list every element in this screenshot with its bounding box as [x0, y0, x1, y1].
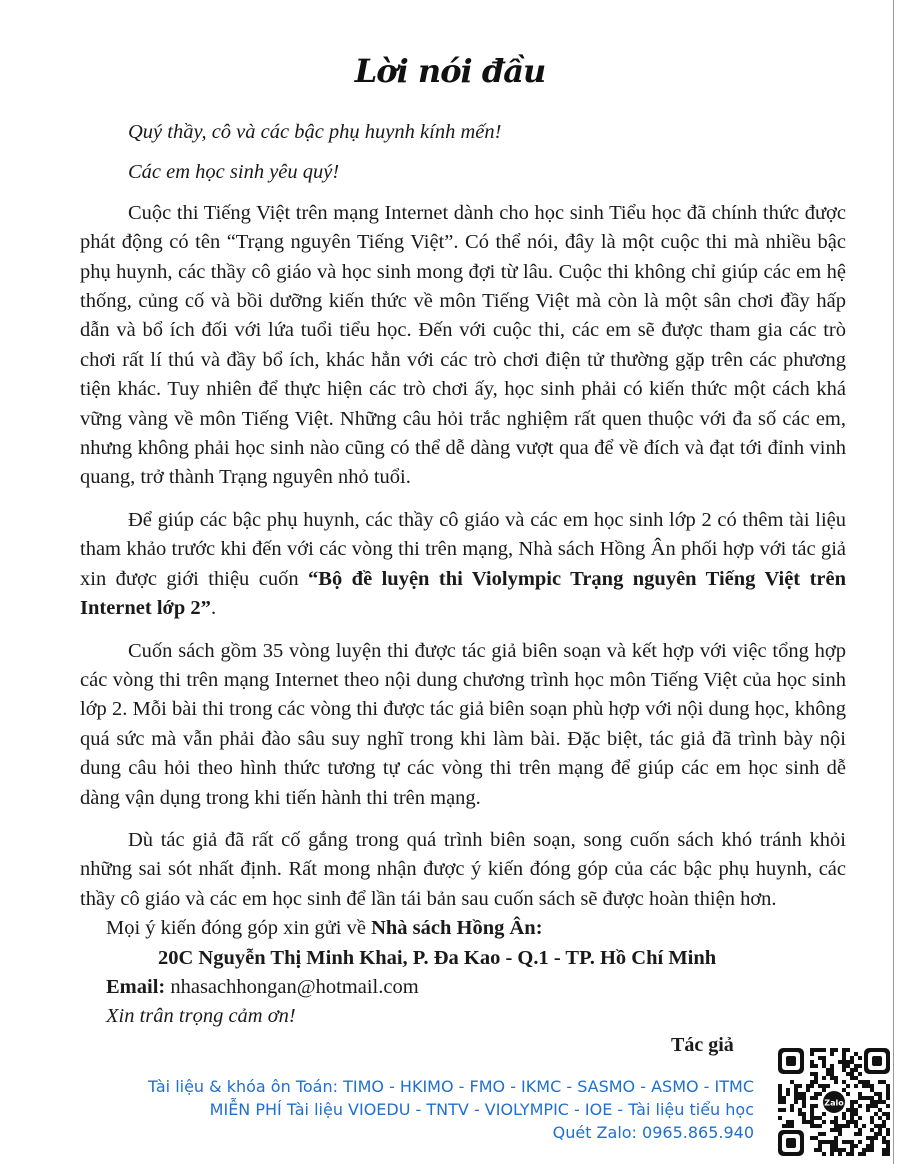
page-edge-line [893, 0, 894, 1164]
paragraph-book-intro-end: . [210, 597, 217, 620]
contact-block [80, 914, 846, 1032]
contact-line [106, 914, 846, 943]
publisher-address: 20C Nguyễn Thị Minh Khai, P. Đa Kao - Q.1 - TP. Hồ Chí Minh [158, 946, 717, 969]
promo-footer [148, 1075, 754, 1144]
promo-line-zalo: Quét Zalo: 0965.865.940 [552, 1123, 754, 1142]
book-title: “Bộ đề luyện thi Violympic Trạng nguyên Tiếng Việt trên Internet lớp 2” [80, 567, 846, 620]
paragraph-contest-intro: Cuộc thi Tiếng Việt trên mạng Internet dành cho học sinh Tiểu học đã chính thức được phát động có tên “Trạng nguyên Tiếng Việt”. Có thể nói, đây là một cuộc thi mà nhiều bậc phụ huynh, các thầy cô giáo và học sinh mong đợi từ lâu. Cuộc thi không chỉ giúp các em hệ thống, củng cố và bồi dưỡng kiến thức về môn Tiếng Việt mà còn là một sân chơi đầy hấp dẫn và bổ ích đối với lứa tuổi tiểu học. Đến với cuộc thi, các em sẽ được tham gia các trò chơi rất lí thú và đầy bổ ích, khác hẳn với các trò chơi điện tử thường gặp trên các phương tiện khác. Tuy nhiên để thực hiện các trò chơi ấy, học sinh phải có kiến thức một cách khá vững vàng về môn Tiếng Việt. Những câu hỏi trắc nghiệm rất quen thuộc với đa số các em, nhưng không phải học sinh nào cũng có thể dễ dàng vượt qua để về đích và đạt tới đỉnh vinh quang, trở thành Trạng nguyên nhỏ tuổi. [80, 201, 846, 489]
email-line [106, 973, 846, 1002]
page-title: Lời nói đầu [354, 52, 546, 90]
zalo-qr-code[interactable] [776, 1046, 892, 1158]
paragraph-feedback: Dù tác giả đã rất cố gắng trong quá trình biên soạn, song cuốn sách khó tránh khỏi những sai sót nhất định. Rất mong nhận được ý kiến đóng góp của các bậc phụ huynh, các thầy cô giáo và các em học sinh để lần tái bản sau cuốn sách sẽ được hoàn thiện hơn. [80, 828, 846, 910]
publisher-name: Nhà sách Hồng Ân: [371, 917, 543, 940]
author-signature: Tác giả [671, 1034, 734, 1056]
paragraph-book-content: Cuốn sách gồm 35 vòng luyện thi được tác giả biên soạn và kết hợp với việc tổng hợp các vòng thi trên mạng Internet theo nội dung chương trình học môn Tiếng Việt của học sinh lớp 2. Mỗi bài thi trong các vòng thi được tác giả biên soạn phù hợp với nội dung học, không quá sức mà vẫn phải đào sâu suy nghĩ trong khi làm bài. Đặc biệt, tác giả đã trình bày nội dung câu hỏi theo hình thức tương tự các vòng thi trên mạng để giúp các em học sinh dễ dàng vận dụng trong khi tiến hành thi trên mạng. [80, 639, 846, 809]
greeting-teachers-parents: Quý thầy, cô và các bậc phụ huynh kính mến! [128, 121, 502, 143]
thanks-line: Xin trân trọng cảm ơn! [106, 1005, 296, 1028]
email-label: Email: [106, 975, 166, 998]
email-address: nhasachhongan@hotmail.com [165, 975, 419, 998]
preface-body [80, 118, 846, 1032]
greeting-students: Các em học sinh yêu quý! [128, 161, 340, 184]
paragraph-book-intro [80, 506, 846, 624]
qr-finder-top-left [778, 1048, 804, 1074]
promo-line-free: MIỄN PHÍ Tài liệu VIOEDU - TNTV - VIOLYMPIC - IOE - Tài liệu tiểu học [209, 1100, 754, 1119]
contact-intro: Mọi ý kiến đóng góp xin gửi về [106, 917, 372, 940]
zalo-logo-icon [821, 1089, 847, 1115]
qr-finder-bottom-left [778, 1130, 804, 1156]
qr-finder-top-right [864, 1048, 890, 1074]
zalo-badge-text: Zalo [824, 1098, 844, 1108]
promo-line-courses: Tài liệu & khóa ôn Toán: TIMO - HKIMO - FMO - IKMC - SASMO - ASMO - ITMC [147, 1077, 754, 1096]
paragraph-book-intro-text: Để giúp các bậc phụ huynh, các thầy cô giáo và các em học sinh lớp 2 có thêm tài liệu tham khảo trước khi đến với các vòng thi trên mạng, Nhà sách Hồng Ân phối hợp với tác giả xin được giới thiệu cuốn [80, 508, 846, 590]
